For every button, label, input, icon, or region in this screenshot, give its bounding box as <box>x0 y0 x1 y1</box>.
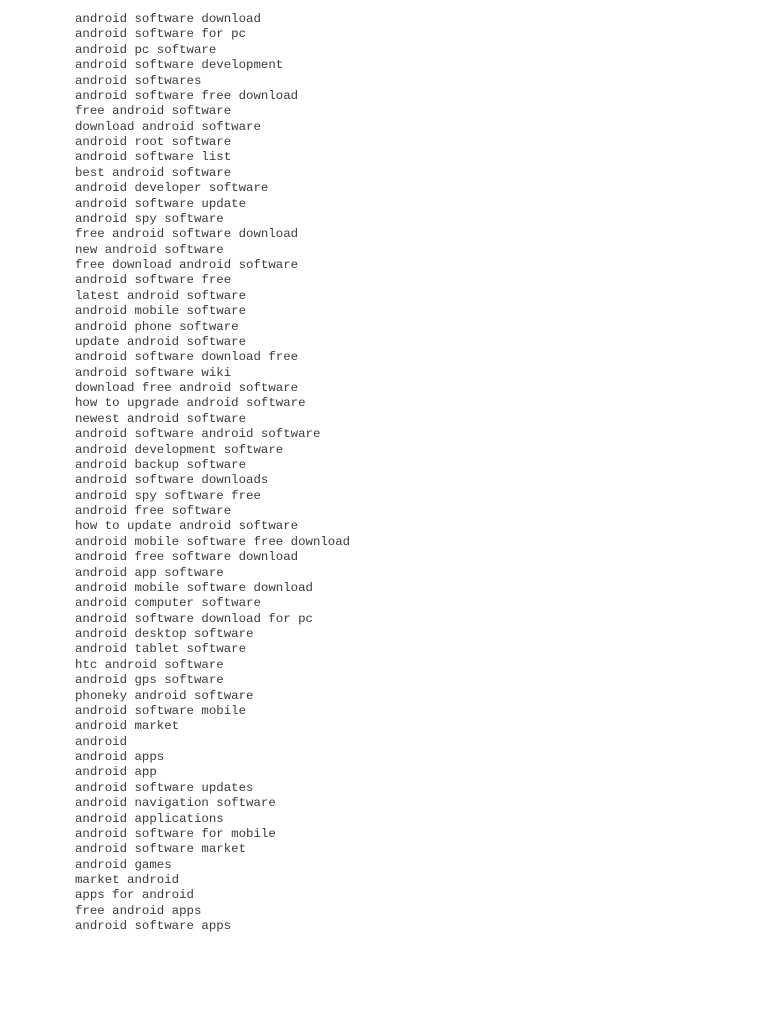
keyword-line: android applications <box>75 811 224 826</box>
keyword-line: android software for pc <box>75 27 247 42</box>
keyword-line: android games <box>75 857 172 872</box>
keyword-line: android development software <box>75 442 284 457</box>
keyword-line: android software update <box>75 196 247 211</box>
keyword-line: android app software <box>75 565 224 580</box>
keyword-line: htc android software <box>75 657 224 672</box>
keyword-line: android software apps <box>75 919 232 934</box>
keyword-line: android computer software <box>75 596 261 611</box>
keyword-line: android software for mobile <box>75 826 276 841</box>
keyword-line: android software wiki <box>75 365 232 380</box>
keyword-line: how to update android software <box>75 519 299 534</box>
keyword-line: phoneky android software <box>75 688 254 703</box>
keyword-line: android spy software free <box>75 488 261 503</box>
keyword-line: download free android software <box>75 381 299 395</box>
keyword-line: android softwares <box>75 73 202 88</box>
keyword-line: android backup software <box>75 457 247 472</box>
keyword-line: android gps software <box>75 673 224 688</box>
keyword-line: android tablet software <box>75 642 247 657</box>
keyword-line: android software downloads <box>75 473 269 488</box>
keyword-line: android pc software <box>75 42 217 57</box>
keyword-line: free download android software <box>75 258 299 272</box>
keyword-line: how to upgrade android software <box>75 396 306 411</box>
keyword-line: android software download <box>75 12 261 26</box>
keyword-line: android navigation software <box>75 796 276 811</box>
keyword-line: android apps <box>75 750 165 764</box>
keyword-line: android software development <box>75 58 284 73</box>
keyword-line: android software free download <box>75 88 299 103</box>
keyword-line: new android software <box>75 242 224 257</box>
keyword-line: android mobile software free download <box>75 534 351 549</box>
keyword-line: android free software <box>75 504 232 518</box>
keyword-line: market android <box>75 873 180 887</box>
keyword-line: android software list <box>75 150 232 165</box>
keyword-line: apps for android <box>75 888 194 903</box>
keyword-list <box>75 12 350 935</box>
keyword-line: android desktop software <box>75 627 254 641</box>
keyword-line: newest android software <box>75 411 247 426</box>
keyword-line: android software market <box>75 842 247 857</box>
keyword-line: android spy software <box>75 211 224 226</box>
keyword-line: free android software download <box>75 227 299 242</box>
keyword-line: latest android software <box>75 288 247 303</box>
keyword-line: android mobile software <box>75 304 247 319</box>
keyword-line: download android software <box>75 119 261 134</box>
keyword-line: android software updates <box>75 780 254 795</box>
keyword-line: android phone software <box>75 319 239 334</box>
keyword-line: android software mobile <box>75 703 247 718</box>
keyword-line: free android software <box>75 104 232 119</box>
keyword-line: android mobile software download <box>75 580 313 595</box>
keyword-line: android market <box>75 719 180 734</box>
keyword-line: android software download free <box>75 350 299 365</box>
keyword-line: best android software <box>75 165 232 180</box>
keyword-line: android developer software <box>75 181 269 196</box>
keyword-line: android free software download <box>75 550 299 565</box>
keyword-line: update android software <box>75 334 247 349</box>
keyword-line: android software android software <box>75 427 321 442</box>
keyword-line: free android apps <box>75 903 202 918</box>
keyword-line: android app <box>75 765 157 780</box>
keyword-line: android software download for pc <box>75 611 313 626</box>
keyword-line: android <box>75 734 128 749</box>
keyword-line: android root software <box>75 135 232 149</box>
keyword-line: android software free <box>75 273 232 288</box>
